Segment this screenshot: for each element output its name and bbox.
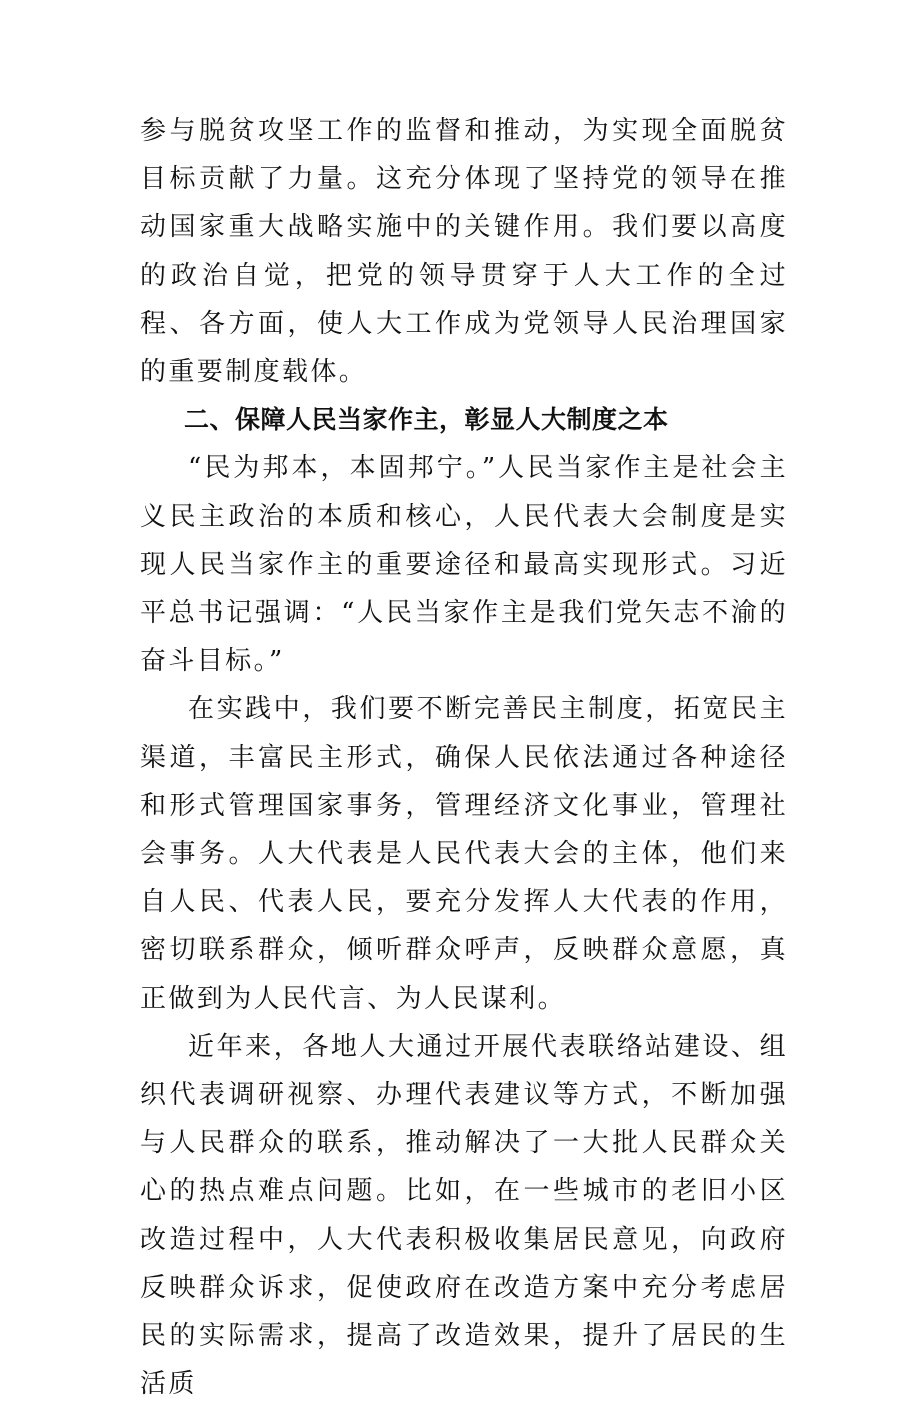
- paragraph-4: 近年来，各地人大通过开展代表联络站建设、组织代表调研视察、办理代表建议等方式，不断加强与人民群众的联系，推动解决了一大批人民群众关心的热点难点问题。比如，在一些城市的老旧小区改造过程中，人大代表积极收集居民意见，向政府反映群众诉求，促使政府在改造方案中充分考虑居民的实际需求，提高了改造效果，提升了居民的生活质: [140, 1031, 788, 1400]
- paragraph-2: “民为邦本，本固邦宁。”人民当家作主是社会主义民主政治的本质和核心，人民代表大会制度是实现人民当家作主的重要途径和最高实现形式。习近平总书记强调：“人民当家作主是我们党矢志不渝的奋斗目标。”: [140, 453, 788, 677]
- section-heading: 二、保障人民当家作主，彰显人大制度之本: [184, 405, 669, 435]
- paragraph-1: 参与脱贫攻坚工作的监督和推动，为实现全面脱贫目标贡献了力量。这充分体现了坚持党的领导在推动国家重大战略实施中的关键作用。我们要以高度的政治自觉，把党的领导贯穿于人大工作的全过程、各方面，使人大工作成为党领导人民治理国家的重要制度载体。: [140, 116, 788, 388]
- paragraph-3: 在实践中，我们要不断完善民主制度，拓宽民主渠道，丰富民主形式，确保人民依法通过各种途径和形式管理国家事务，管理经济文化事业，管理社会事务。人大代表是人民代表大会的主体，他们来自人民、代表人民，要充分发挥人大代表的作用，密切联系群众，倾听群众呼声，反映群众意愿，真正做到为人民代言、为人民谋利。: [140, 694, 788, 1014]
- document-page: [140, 107, 788, 1408]
